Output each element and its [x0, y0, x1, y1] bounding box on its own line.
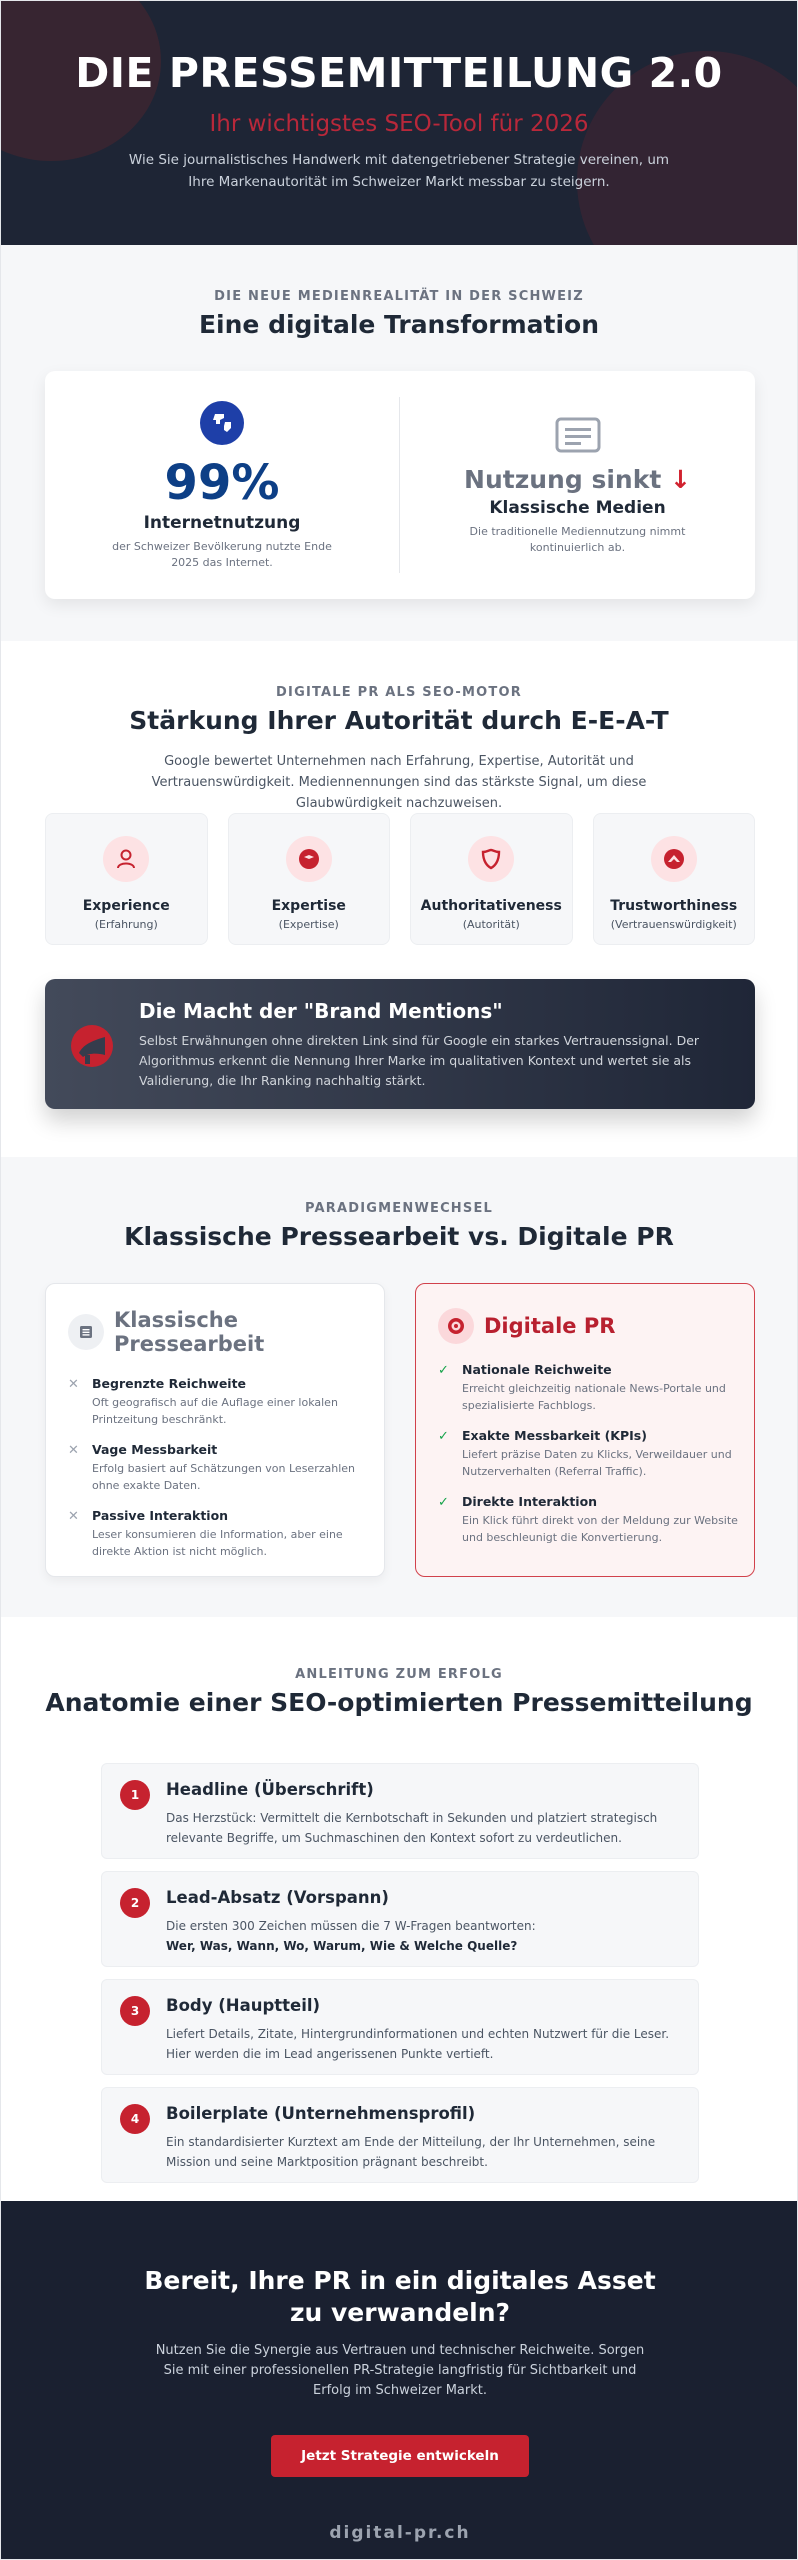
item-title: Nationale Reichweite: [462, 1362, 612, 1377]
cta-section: [1, 2201, 798, 2560]
item-text: Ein Klick führt direkt von der Meldung zur Website und beschleunigt die Konvertierung.: [462, 1514, 738, 1544]
brand-mentions-box: [45, 979, 755, 1109]
item-text: Liefert präzise Daten zu Klicks, Verweildauer und Nutzerverhalten (Referral Traffic).: [462, 1448, 732, 1478]
internet-usage-stat: [45, 371, 399, 571]
stat-label: Klassische Medien: [489, 498, 666, 518]
step-number: 1: [120, 1780, 150, 1810]
eeat-card-expertise: [228, 813, 391, 945]
section-title: Stärkung Ihrer Autorität durch E-E-A-T: [129, 706, 669, 735]
step-title: Lead-Absatz (Vorspann): [166, 1888, 389, 1907]
eeat-card-authoritativeness: [410, 813, 573, 945]
item-text: Oft geografisch auf die Auflage einer lokalen Printzeitung beschränkt.: [92, 1396, 338, 1426]
cross-icon: ✕: [68, 1377, 79, 1392]
handshake-icon: [651, 836, 697, 882]
brand-mentions-text: Selbst Erwähnungen ohne direkten Link sind für Google ein starkes Vertrauenssignal. Der Algorithmus erkennt die Nennung Ihrer Marke im qualitativen Kontext und wertet sie als Validierung, die Ihr Ranking nachhaltig stärkt.: [139, 1033, 700, 1088]
item-title: Begrenzte Reichweite: [92, 1376, 247, 1391]
cta-text: Nutzen Sie die Synergie aus Vertrauen und technischer Reichweite. Sorgen Sie mit einer professionellen PR-Strategie langfristig für Sichtbarkeit und Erfolg im Schweizer Markt.: [155, 2343, 645, 2398]
eeat-section: [1, 641, 797, 1157]
hero: [1, 1, 797, 245]
step-text-body: Liefert Details, Zitate, Hintergrundinformationen und echten Nutzwert für die Leser. Hier werden die im Lead angerissenen Punkte vertieft.: [166, 2027, 670, 2061]
step-text: [166, 2024, 676, 2064]
digital-pr-list: [438, 1362, 738, 1560]
brand-mentions-title: Die Macht der "Brand Mentions": [139, 999, 503, 1023]
eeat-grid: [45, 813, 755, 945]
list-item: [438, 1428, 738, 1480]
eeat-card-trustworthiness: [593, 813, 756, 945]
cross-icon: ✕: [68, 1509, 79, 1524]
section-title: Eine digitale Transformation: [198, 310, 600, 339]
step-text: [166, 1916, 676, 1956]
cta-title: Bereit, Ihre PR in ein digitales Asset zu verwandeln?: [144, 2266, 656, 2327]
classic-media-stat: [400, 371, 755, 556]
eeat-subtitle: (Erfahrung): [94, 918, 158, 931]
step-text-bold: Wer, Was, Wann, Wo, Warum, Wie & Welche Quelle?: [166, 1939, 518, 1953]
newspaper-icon: [555, 417, 601, 453]
eeat-card-experience: [45, 813, 208, 945]
step-number: 3: [120, 1996, 150, 2026]
check-icon: ✓: [438, 1429, 449, 1444]
eeat-title: Trustworthiness: [610, 898, 738, 914]
footer-domain: digital-pr.ch: [329, 2523, 471, 2543]
list-item: [438, 1494, 738, 1546]
step-text-body: Die ersten 300 Zeichen müssen die 7 W-Fragen beantworten:: [166, 1919, 536, 1933]
steps-list: [101, 1763, 699, 2195]
step-item: [101, 1763, 699, 1859]
hero-title: DIE PRESSEMITTEILUNG 2.0: [75, 49, 723, 97]
card-title: Klassische Pressearbeit: [114, 1308, 265, 1356]
eeat-subtitle: (Vertrauenswürdigkeit): [610, 918, 737, 931]
cross-icon: ✕: [68, 1443, 79, 1458]
shield-icon: [468, 836, 514, 882]
card-title: Digitale PR: [484, 1314, 616, 1338]
check-icon: ✓: [438, 1495, 449, 1510]
classic-pr-card: [45, 1283, 385, 1577]
hero-subtitle: Ihr wichtigstes SEO-Tool für 2026: [209, 111, 589, 137]
section-intro: Google bewertet Unternehmen nach Erfahrung, Expertise, Autorität und Vertrauenswürdigkeit. Mediennennungen sind das stärkste Signal, um diese Glaubwürdigkeit nachzuweisen.: [151, 754, 647, 811]
step-title: Headline (Überschrift): [166, 1780, 374, 1799]
eeat-subtitle: (Expertise): [278, 918, 339, 931]
step-text-body: Das Herzstück: Vermittelt die Kernbotschaft in Sekunden und platziert strategisch relevante Begriffe, um Suchmaschinen den Kontext sofort zu verdeutlichen.: [166, 1811, 658, 1845]
item-title: Passive Interaktion: [92, 1508, 229, 1523]
comparison-grid: [45, 1283, 755, 1577]
stat-heading: [400, 465, 755, 494]
item-text: Erreicht gleichzeitig nationale News-Portale und spezialisierte Fachblogs.: [462, 1382, 726, 1412]
newspaper-icon: [68, 1314, 104, 1350]
eeat-title: Experience: [82, 898, 170, 914]
item-title: Exakte Messbarkeit (KPIs): [462, 1428, 647, 1443]
section-eyebrow: DIGITALE PR ALS SEO-MOTOR: [276, 685, 522, 700]
stat-value: 99%: [164, 455, 280, 511]
develop-strategy-button[interactable]: Jetzt Strategie entwickeln: [271, 2435, 529, 2477]
eeat-title: Authoritativeness: [420, 898, 562, 914]
section-title: Anatomie einer SEO-optimierten Pressemitteilung: [45, 1688, 753, 1717]
graduation-cap-icon: [286, 836, 332, 882]
digital-pr-card: [415, 1283, 755, 1577]
section-title: Klassische Pressearbeit vs. Digitale PR: [124, 1222, 674, 1251]
section-eyebrow: PARADIGMENWECHSEL: [304, 1201, 494, 1216]
target-icon: [438, 1308, 474, 1344]
item-title: Direkte Interaktion: [462, 1494, 598, 1509]
stat-heading-text: Nutzung sinkt: [464, 465, 662, 494]
item-title: Vage Messbarkeit: [92, 1442, 218, 1457]
megaphone-icon: [69, 1023, 115, 1069]
list-item: [68, 1442, 368, 1494]
stat-description: der Schweizer Bevölkerung nutzte Ende 2025 das Internet.: [112, 540, 332, 569]
list-item: [438, 1362, 738, 1414]
eeat-title: Expertise: [271, 898, 346, 914]
comparison-section: [1, 1157, 797, 1617]
step-text: [166, 2132, 676, 2172]
step-number: 4: [120, 2104, 150, 2134]
anatomy-section: [1, 1617, 797, 2201]
stat-description: Die traditionelle Mediennutzung nimmt kontinuierlich ab.: [469, 525, 686, 554]
step-item: [101, 1871, 699, 1967]
step-text-body: Ein standardisierter Kurztext am Ende der Mitteilung, der Ihr Unternehmen, seine Mission und seine Marktposition prägnant beschreibt.: [166, 2135, 656, 2169]
globe-icon: [200, 401, 244, 445]
eeat-subtitle: (Autorität): [462, 918, 520, 931]
media-reality-section: [1, 245, 797, 641]
step-text: [166, 1808, 676, 1848]
section-eyebrow: DIE NEUE MEDIENREALITÄT IN DER SCHWEIZ: [214, 289, 584, 304]
user-icon: [103, 836, 149, 882]
item-text: Leser konsumieren die Information, aber eine direkte Aktion ist nicht möglich.: [92, 1528, 343, 1558]
stat-label: Internetnutzung: [143, 513, 301, 533]
step-title: Boilerplate (Unternehmensprofil): [166, 2104, 476, 2123]
card-header: [68, 1308, 314, 1356]
step-title: Body (Hauptteil): [166, 1996, 321, 2015]
step-item: [101, 1979, 699, 2075]
section-eyebrow: ANLEITUNG ZUM ERFOLG: [295, 1667, 503, 1682]
step-item: [101, 2087, 699, 2183]
check-icon: ✓: [438, 1363, 449, 1378]
classic-pr-list: [68, 1376, 368, 1574]
down-arrow-icon: ↓: [670, 465, 691, 494]
item-text: Erfolg basiert auf Schätzungen von Leserzahlen ohne exakte Daten.: [92, 1462, 356, 1492]
hero-intro: Wie Sie journalistisches Handwerk mit datengetriebener Strategie vereinen, um Ihre Markenautorität im Schweizer Markt messbar zu steigern.: [128, 152, 670, 190]
list-item: [68, 1508, 368, 1560]
step-number: 2: [120, 1888, 150, 1918]
stats-card: [45, 371, 755, 599]
card-header: [438, 1308, 615, 1344]
list-item: [68, 1376, 368, 1428]
